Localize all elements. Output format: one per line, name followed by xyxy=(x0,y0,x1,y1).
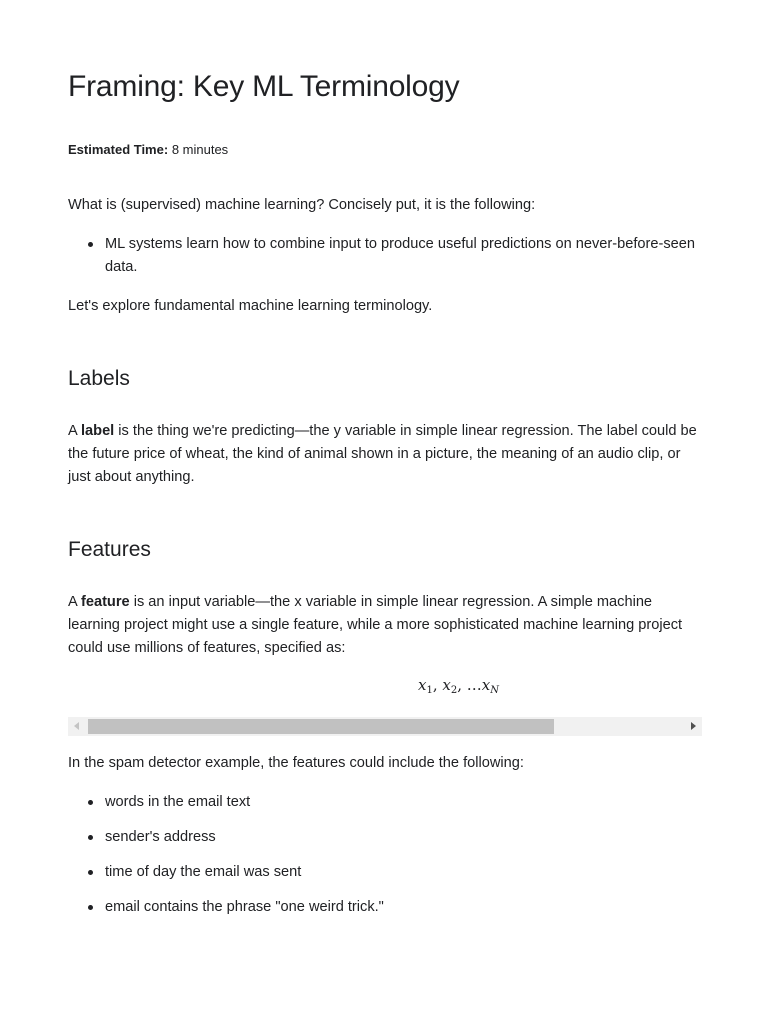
spam-feature-item: sender's address xyxy=(68,826,702,849)
scrollbar-thumb[interactable] xyxy=(88,719,554,734)
spam-intro: In the spam detector example, the features could include the following: xyxy=(68,755,524,771)
labels-variable: y xyxy=(333,423,341,439)
page-title: Framing: Key ML Terminology xyxy=(68,70,460,103)
intro-bullet: ML systems learn how to combine input to produce useful predictions on never-before-seen data. xyxy=(68,233,702,279)
math-x1: x xyxy=(418,676,427,694)
math-sub2: 2 xyxy=(450,685,458,696)
math-xn: x xyxy=(481,676,491,694)
features-heading: Features xyxy=(68,538,151,561)
intro-question: What is (supervised) machine learning? Concisely put, it is the following: xyxy=(68,197,536,213)
labels-text-prefix: A xyxy=(68,423,81,439)
estimated-time-label: Estimated Time: xyxy=(68,142,169,157)
spam-feature-item: time of day the email was sent xyxy=(68,861,702,884)
math-sub1: 1 xyxy=(426,685,433,696)
features-variable: x xyxy=(294,594,302,610)
intro-bullet-list xyxy=(68,233,702,279)
estimated-time-value: 8 minutes xyxy=(171,142,229,157)
scroll-left-icon[interactable] xyxy=(74,722,79,730)
spam-feature-item: words in the email text xyxy=(68,791,702,814)
math-x2: x xyxy=(442,676,451,694)
labels-heading: Labels xyxy=(68,367,130,390)
spam-feature-list xyxy=(68,791,702,919)
feature-formula: $x_1$, $x_2$, $\dots x_N$ xyxy=(418,676,499,696)
estimated-time xyxy=(68,142,228,157)
features-paragraph xyxy=(68,591,702,660)
features-text-rest: variable in simple linear regression. A simple machine learning project might use a single feature, while a more sophisticated machine learning project could use millions of features, specified as: xyxy=(68,594,683,656)
labels-paragraph xyxy=(68,420,702,489)
labels-text-rest: variable in simple linear regression. The label could be the future price of wheat, the kind of animal shown in a picture, the meaning of an audio clip, or just about anything. xyxy=(68,423,697,485)
features-text-mid: is an input variable—the xyxy=(129,594,295,610)
intro-closing: Let's explore fundamental machine learning terminology. xyxy=(68,298,433,314)
math-subn: N xyxy=(490,685,499,696)
scroll-right-icon[interactable] xyxy=(691,722,696,730)
features-text-prefix: A xyxy=(68,594,81,610)
formula-horizontal-scrollbar[interactable] xyxy=(68,717,702,736)
label-term: label xyxy=(80,423,115,439)
feature-term: feature xyxy=(80,594,130,610)
labels-text-mid: is the thing we're predicting—the xyxy=(114,423,334,439)
math-dots: … xyxy=(466,676,482,694)
spam-feature-item: email contains the phrase "one weird trick." xyxy=(68,896,702,919)
